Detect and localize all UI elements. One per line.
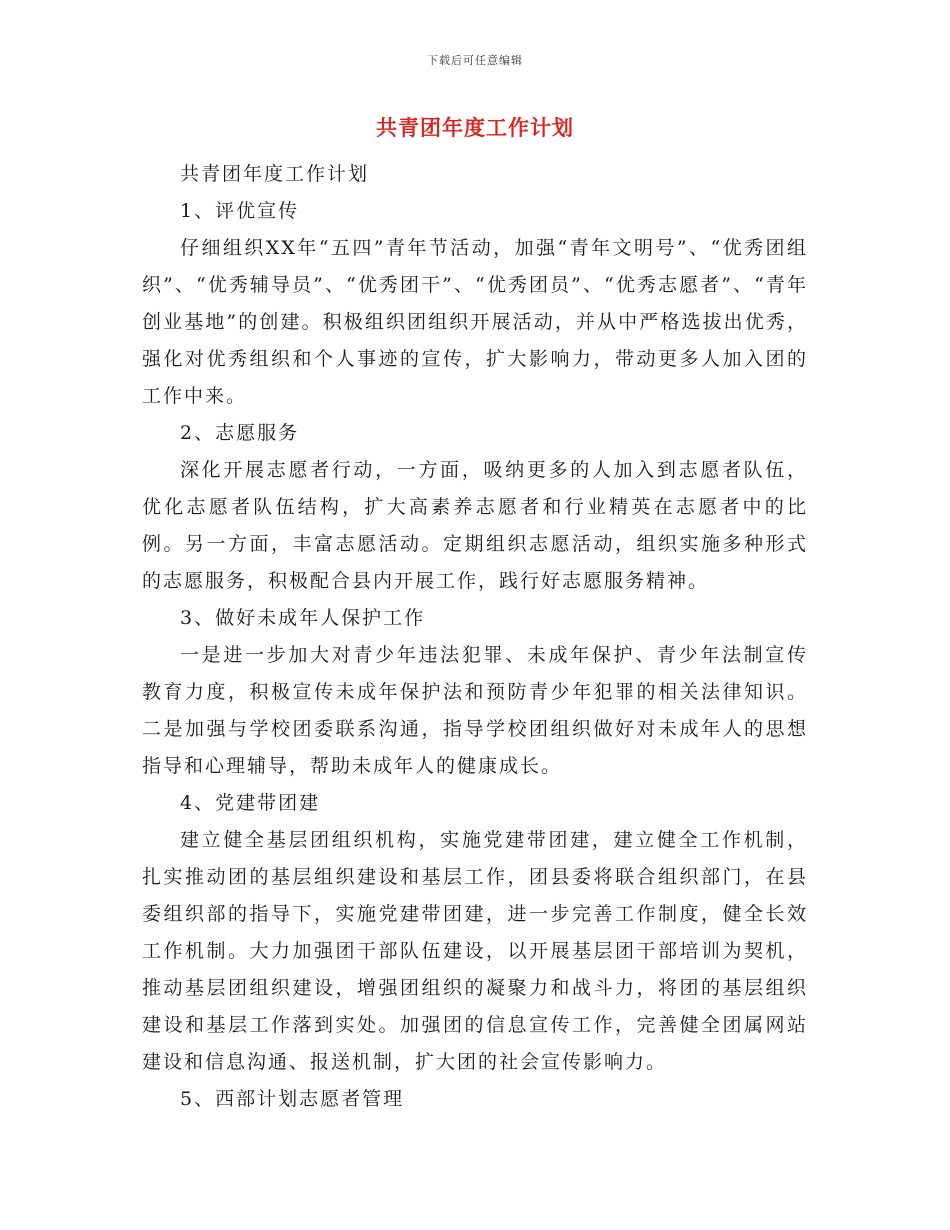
document-title: 共青团年度工作计划 — [376, 115, 574, 140]
section-heading: 3、做好未成年人保护工作 — [180, 607, 426, 629]
section-heading: 5、西部计划志愿者管理 — [180, 1088, 405, 1110]
document-subtitle: 共青团年度工作计划 — [180, 163, 370, 185]
section-paragraph: 仔细组织XX年“五四”青年节活动，加强“青年文明号”、“优秀团组织”、“优秀辅导员”、“优秀团干”、“优秀团员”、“优秀志愿者”、“青年创业基地”的创建。积极组织团组织开展活动，并从中严格选拔出优秀，强化对优秀组织和个人事迹的宣传，扩大影响力，带动更多人加入团的工作中来。 — [142, 237, 808, 407]
section-paragraph: 一是进一步加大对青少年违法犯罪、未成年保护、青少年法制宣传教育力度，积极宣传未成年保护法和预防青少年犯罪的相关法律知识。二是加强与学校团委联系沟通，指导学校团组织做好对未成年人的思想指导和心理辅导，帮助未成年人的健康成长。 — [142, 644, 808, 777]
document-body — [142, 156, 808, 1118]
section-paragraph: 建立健全基层团组织机构，实施党建带团建，建立健全工作机制，扎实推动团的基层组织建设和基层工作，团县委将联合组织部门，在县委组织部的指导下，实施党建带团建，进一步完善工作制度，健全长效工作机制。大力加强团干部队伍建设，以开展基层团干部培训为契机，推动基层团组织建设，增强团组织的凝聚力和战斗力，将团的基层组织建设和基层工作落到实处。加强团的信息宣传工作，完善健全团属网站建设和信息沟通、报送机制，扩大团的社会宣传影响力。 — [142, 829, 808, 1073]
section-heading: 4、党建带团建 — [180, 792, 321, 814]
header-note: 下载后可任意编辑 — [427, 54, 523, 67]
section-heading: 2、志愿服务 — [180, 422, 300, 444]
section-heading: 1、评优宣传 — [180, 200, 300, 222]
section-paragraph: 深化开展志愿者行动，一方面，吸纳更多的人加入到志愿者队伍，优化志愿者队伍结构，扩大高素养志愿者和行业精英在志愿者中的比例。另一方面，丰富志愿活动。定期组织志愿活动，组织实施多种形式的志愿服务，积极配合县内开展工作，践行好志愿服务精神。 — [142, 459, 808, 592]
